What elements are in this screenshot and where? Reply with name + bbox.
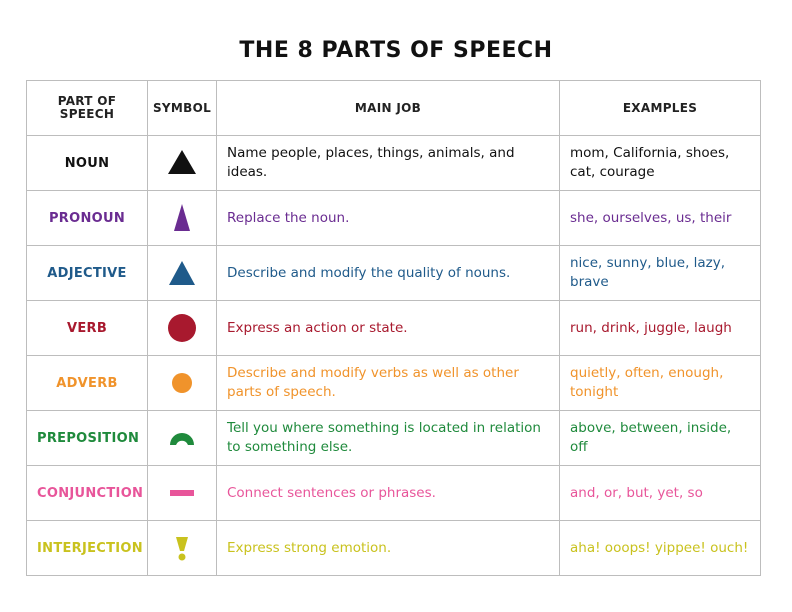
header-examples: EXAMPLES [560,81,761,136]
table-row [27,246,761,301]
examples: aha! ooops! yippee! ouch! [560,521,761,576]
medium-triangle-icon [167,258,197,288]
part-name: INTERJECTION [27,521,148,576]
examples: quietly, often, enough, tonight [560,356,761,411]
table-row [27,466,761,521]
part-name: CONJUNCTION [27,466,148,521]
table-row [27,521,761,576]
examples: and, or, but, yet, so [560,466,761,521]
main-job: Replace the noun. [217,191,560,246]
header-part-of-speech: PART OF SPEECH [27,81,148,136]
part-name: NOUN [27,136,148,191]
table-row [27,191,761,246]
arch-icon [167,423,197,453]
exclamation-icon [167,533,197,563]
page-title: THE 8 PARTS OF SPEECH [239,38,553,63]
table-row [27,301,761,356]
examples: nice, sunny, blue, lazy, brave [560,246,761,301]
table-row [27,356,761,411]
main-job: Express an action or state. [217,301,560,356]
small-circle-icon [167,368,197,398]
tall-triangle-icon [167,203,197,233]
header-symbol: SYMBOL [148,81,217,136]
examples: above, between, inside, off [560,411,761,466]
examples: run, drink, juggle, laugh [560,301,761,356]
part-name: ADVERB [27,356,148,411]
main-job: Name people, places, things, animals, and ideas. [217,136,560,191]
header-row [27,81,761,136]
main-job: Describe and modify the quality of nouns. [217,246,560,301]
examples: mom, California, shoes, cat, courage [560,136,761,191]
examples: she, ourselves, us, their [560,191,761,246]
part-name: ADJECTIVE [27,246,148,301]
header-main-job: MAIN JOB [217,81,560,136]
table-row [27,411,761,466]
main-job: Describe and modify verbs as well as other parts of speech. [217,356,560,411]
part-name: VERB [27,301,148,356]
large-circle-icon [167,313,197,343]
main-job: Tell you where something is located in relation to something else. [217,411,560,466]
part-name: PREPOSITION [27,411,148,466]
part-name: PRONOUN [27,191,148,246]
large-triangle-icon [167,148,197,178]
table-row [27,136,761,191]
main-job: Connect sentences or phrases. [217,466,560,521]
parts-of-speech-table [26,80,761,576]
main-job: Express strong emotion. [217,521,560,576]
bar-icon [167,478,197,508]
